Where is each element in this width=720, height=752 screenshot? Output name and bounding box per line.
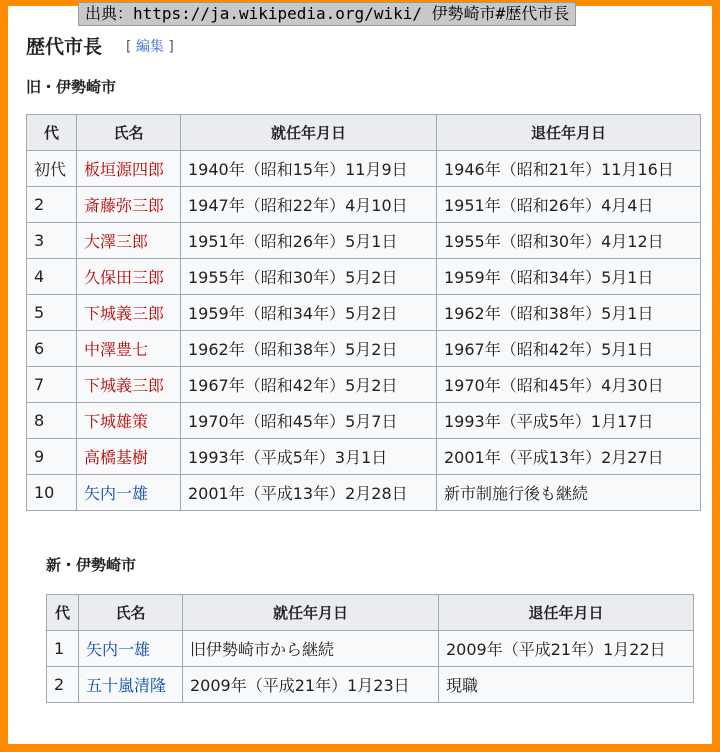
cell-term-number: 2 [47, 667, 79, 703]
table-row [27, 295, 701, 331]
table-row [27, 331, 701, 367]
cell-term-number: 9 [27, 439, 77, 475]
mayor-name-link[interactable]: 板垣源四郎 [84, 160, 165, 179]
cell-start-date: 1947年（昭和22年）4月10日 [181, 187, 437, 223]
mayor-name-link[interactable]: 矢内一雄 [86, 640, 151, 659]
edit-bracket-close: ] [168, 39, 174, 55]
mayor-name-link[interactable]: 下城雄策 [84, 412, 149, 431]
cell-term-number: 2 [27, 187, 77, 223]
cell-start-date: 1967年（昭和42年）5月2日 [181, 367, 437, 403]
cell-mayor-name [77, 439, 181, 475]
mayor-name-link[interactable]: 五十嵐清隆 [86, 676, 167, 695]
cell-mayor-name [77, 367, 181, 403]
cell-end-date: 2009年（平成21年）1月22日 [439, 631, 694, 667]
cell-end-date: 1955年（昭和30年）4月12日 [437, 223, 701, 259]
cell-mayor-name [79, 631, 183, 667]
cell-mayor-name [77, 331, 181, 367]
edit-link-label[interactable]: 編集 [135, 39, 164, 55]
cell-start-date: 1955年（昭和30年）5月2日 [181, 259, 437, 295]
new-city-heading: 新・伊勢崎市 [46, 556, 137, 574]
table-row [47, 667, 694, 703]
cell-term-number: 初代 [27, 151, 77, 187]
cell-term-number: 4 [27, 259, 77, 295]
cell-start-date: 1970年（昭和45年）5月7日 [181, 403, 437, 439]
mayor-name-link[interactable]: 久保田三郎 [84, 268, 165, 287]
cell-end-date: 1959年（昭和34年）5月1日 [437, 259, 701, 295]
mayor-name-link[interactable]: 高橋基樹 [84, 448, 149, 467]
cell-end-date: 1970年（昭和45年）4月30日 [437, 367, 701, 403]
cell-start-date: 1940年（昭和15年）11月9日 [181, 151, 437, 187]
cell-mayor-name [77, 295, 181, 331]
mayor-name-link[interactable]: 中澤豊七 [84, 340, 149, 359]
cell-mayor-name [79, 667, 183, 703]
cell-end-date: 2001年（平成13年）2月27日 [437, 439, 701, 475]
section-heading: 歴代市長 [26, 36, 103, 58]
table-row [27, 367, 701, 403]
cell-start-date: 2001年（平成13年）2月28日 [181, 475, 437, 511]
col-header-name: 氏名 [79, 595, 183, 631]
table-row [27, 223, 701, 259]
cell-mayor-name [77, 151, 181, 187]
old-city-heading: 旧・伊勢崎市 [26, 78, 117, 96]
mayor-name-link[interactable]: 下城義三郎 [84, 304, 165, 323]
table-row [47, 631, 694, 667]
cell-start-date: 旧伊勢崎市から継続 [183, 631, 439, 667]
cell-start-date: 1993年（平成5年）3月1日 [181, 439, 437, 475]
cell-term-number: 1 [47, 631, 79, 667]
cell-term-number: 10 [27, 475, 77, 511]
source-caption: 出典：https://ja.wikipedia.org/wiki/ 伊勢崎市#歴代市長 [78, 2, 576, 26]
mayor-name-link[interactable]: 下城義三郎 [84, 376, 165, 395]
col-header-name: 氏名 [77, 115, 181, 151]
cell-start-date: 1959年（昭和34年）5月2日 [181, 295, 437, 331]
col-header-start: 就任年月日 [183, 595, 439, 631]
cell-term-number: 7 [27, 367, 77, 403]
cell-end-date: 1951年（昭和26年）4月4日 [437, 187, 701, 223]
edit-bracket-open: [ [126, 39, 132, 55]
cell-end-date: 1946年（昭和21年）11月16日 [437, 151, 701, 187]
cell-mayor-name [77, 259, 181, 295]
cell-end-date: 1962年（昭和38年）5月1日 [437, 295, 701, 331]
cell-end-date: 1993年（平成5年）1月17日 [437, 403, 701, 439]
cell-start-date: 1962年（昭和38年）5月2日 [181, 331, 437, 367]
cell-end-date: 新市制施行後も継続 [437, 475, 701, 511]
col-header-no: 代 [27, 115, 77, 151]
article-page [8, 6, 712, 744]
old-city-mayors-table [26, 114, 701, 511]
cell-term-number: 6 [27, 331, 77, 367]
table-row [27, 151, 701, 187]
mayor-name-link[interactable]: 斎藤弥三郎 [84, 196, 165, 215]
new-city-mayors-table [46, 594, 694, 703]
table-row [27, 403, 701, 439]
cell-term-number: 5 [27, 295, 77, 331]
cell-term-number: 8 [27, 403, 77, 439]
cell-mayor-name [77, 187, 181, 223]
table-row [27, 259, 701, 295]
table-header-row [47, 595, 694, 631]
cell-mayor-name [77, 223, 181, 259]
cell-term-number: 3 [27, 223, 77, 259]
cell-start-date: 2009年（平成21年）1月23日 [183, 667, 439, 703]
mayor-name-link[interactable]: 大澤三郎 [84, 232, 149, 251]
col-header-end: 退任年月日 [437, 115, 701, 151]
mayor-name-link[interactable]: 矢内一雄 [84, 484, 149, 503]
col-header-end: 退任年月日 [439, 595, 694, 631]
col-header-no: 代 [47, 595, 79, 631]
table-row [27, 187, 701, 223]
cell-mayor-name [77, 403, 181, 439]
cell-end-date: 1967年（昭和42年）5月1日 [437, 331, 701, 367]
col-header-start: 就任年月日 [181, 115, 437, 151]
cell-start-date: 1951年（昭和26年）5月1日 [181, 223, 437, 259]
edit-section-link[interactable] [126, 36, 174, 56]
table-header-row [27, 115, 701, 151]
table-row [27, 439, 701, 475]
cell-end-date: 現職 [439, 667, 694, 703]
table-row [27, 475, 701, 511]
cell-mayor-name [77, 475, 181, 511]
